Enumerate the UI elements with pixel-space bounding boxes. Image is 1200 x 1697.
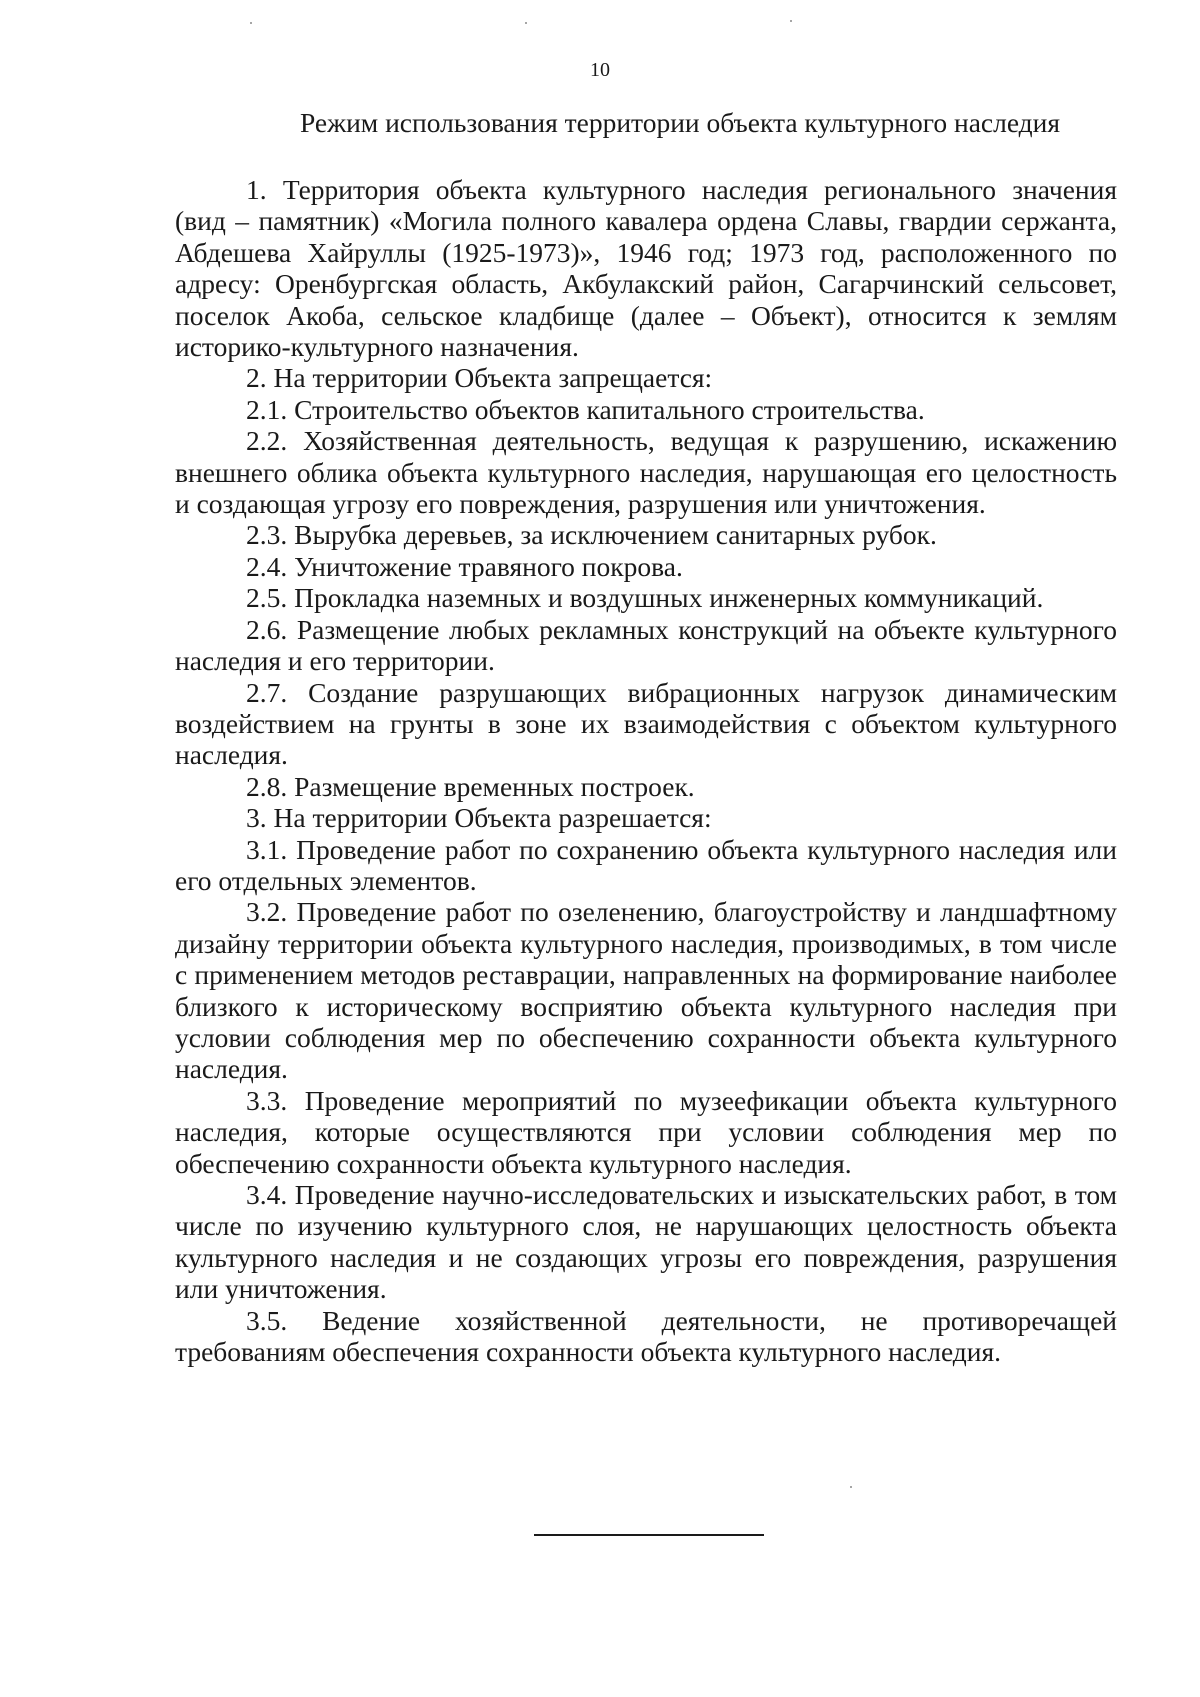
- paragraph-3-4: 3.4. Проведение научно-исследовательских и изыскательских работ, в том числе по изучению культурного слоя, не нарушающих целостность объекта культурного наследия и не создающих угрозы его повреждения, разрушения или уничтожения.: [175, 1179, 1117, 1305]
- document-body: [175, 174, 1117, 1367]
- paragraph-2-8: 2.8. Размещение временных построек.: [246, 770, 695, 802]
- document-title: Режим использования территории объекта культурного наследия: [299, 107, 1061, 138]
- paragraph-2-2: 2.2. Хозяйственная деятельность, ведущая к разрушению, искажению внешнего облика объекта культурного наследия, нарушающая его целостность и создающая угрозу его повреждения, разрушения или уничтожения.: [175, 425, 1117, 520]
- paragraph-3-3: 3.3. Проведение мероприятий по музеефикации объекта культурного наследия, которые осуществляются при условии соблюдения мер по обеспечению сохранности объекта культурного наследия.: [175, 1084, 1117, 1179]
- paragraph-1: 1. Территория объекта культурного наследия регионального значения (вид – памятник) «Могила полного кавалера ордена Славы, гвардии сержанта, Абдешева Хайруллы (1925-1973)», 1946 год; 1973 год, расположенного по адресу: Оренбургская область, Акбулакский район, Сагарчинский сельсовет, поселок Акоба, сельское кладбище (далее – Объект), относится к землям историко-культурного назначения.: [175, 174, 1117, 363]
- paragraph-2-5: 2.5. Прокладка наземных и воздушных инженерных коммуникаций.: [246, 582, 1044, 614]
- paragraph-2-6: 2.6. Размещение любых рекламных конструкций на объекте культурного наследия и его территории.: [175, 613, 1117, 677]
- scan-speck: [250, 22, 252, 24]
- paragraph-2: 2. На территории Объекта запрещается:: [246, 362, 713, 394]
- paragraph-2-1: 2.1. Строительство объектов капитального строительства.: [246, 393, 925, 425]
- paragraph-3: 3. На территории Объекта разрешается:: [246, 802, 712, 834]
- scan-speck: [790, 20, 792, 22]
- page-number: 10: [590, 59, 610, 81]
- paragraph-3-1: 3.1. Проведение работ по сохранению объекта культурного наследия или его отдельных элементов.: [175, 833, 1117, 896]
- end-of-document-rule: [534, 1534, 764, 1536]
- paragraph-2-3: 2.3. Вырубка деревьев, за исключением санитарных рубок.: [246, 519, 937, 551]
- scan-speck: [525, 22, 527, 24]
- scan-speck: [850, 1486, 852, 1488]
- paragraph-3-5: 3.5. Ведение хозяйственной деятельности, не противоречащей требованиям обеспечения сохранности объекта культурного наследия.: [175, 1304, 1117, 1368]
- paragraph-2-7: 2.7. Создание разрушающих вибрационных нагрузок динамическим воздействием на грунты в зоне их взаимодействия с объектом культурного наследия.: [175, 676, 1117, 771]
- paragraph-2-4: 2.4. Уничтожение травяного покрова.: [246, 550, 683, 582]
- paragraph-3-2: 3.2. Проведение работ по озеленению, благоустройству и ландшафтному дизайну территории объекта культурного наследия, производимых, в том числе с применением методов реставрации, направленных на формирование наиболее близкого к историческому восприятию объекта культурного наследия при условии соблюдения мер по обеспечению сохранности объекта культурного наследия.: [175, 896, 1117, 1085]
